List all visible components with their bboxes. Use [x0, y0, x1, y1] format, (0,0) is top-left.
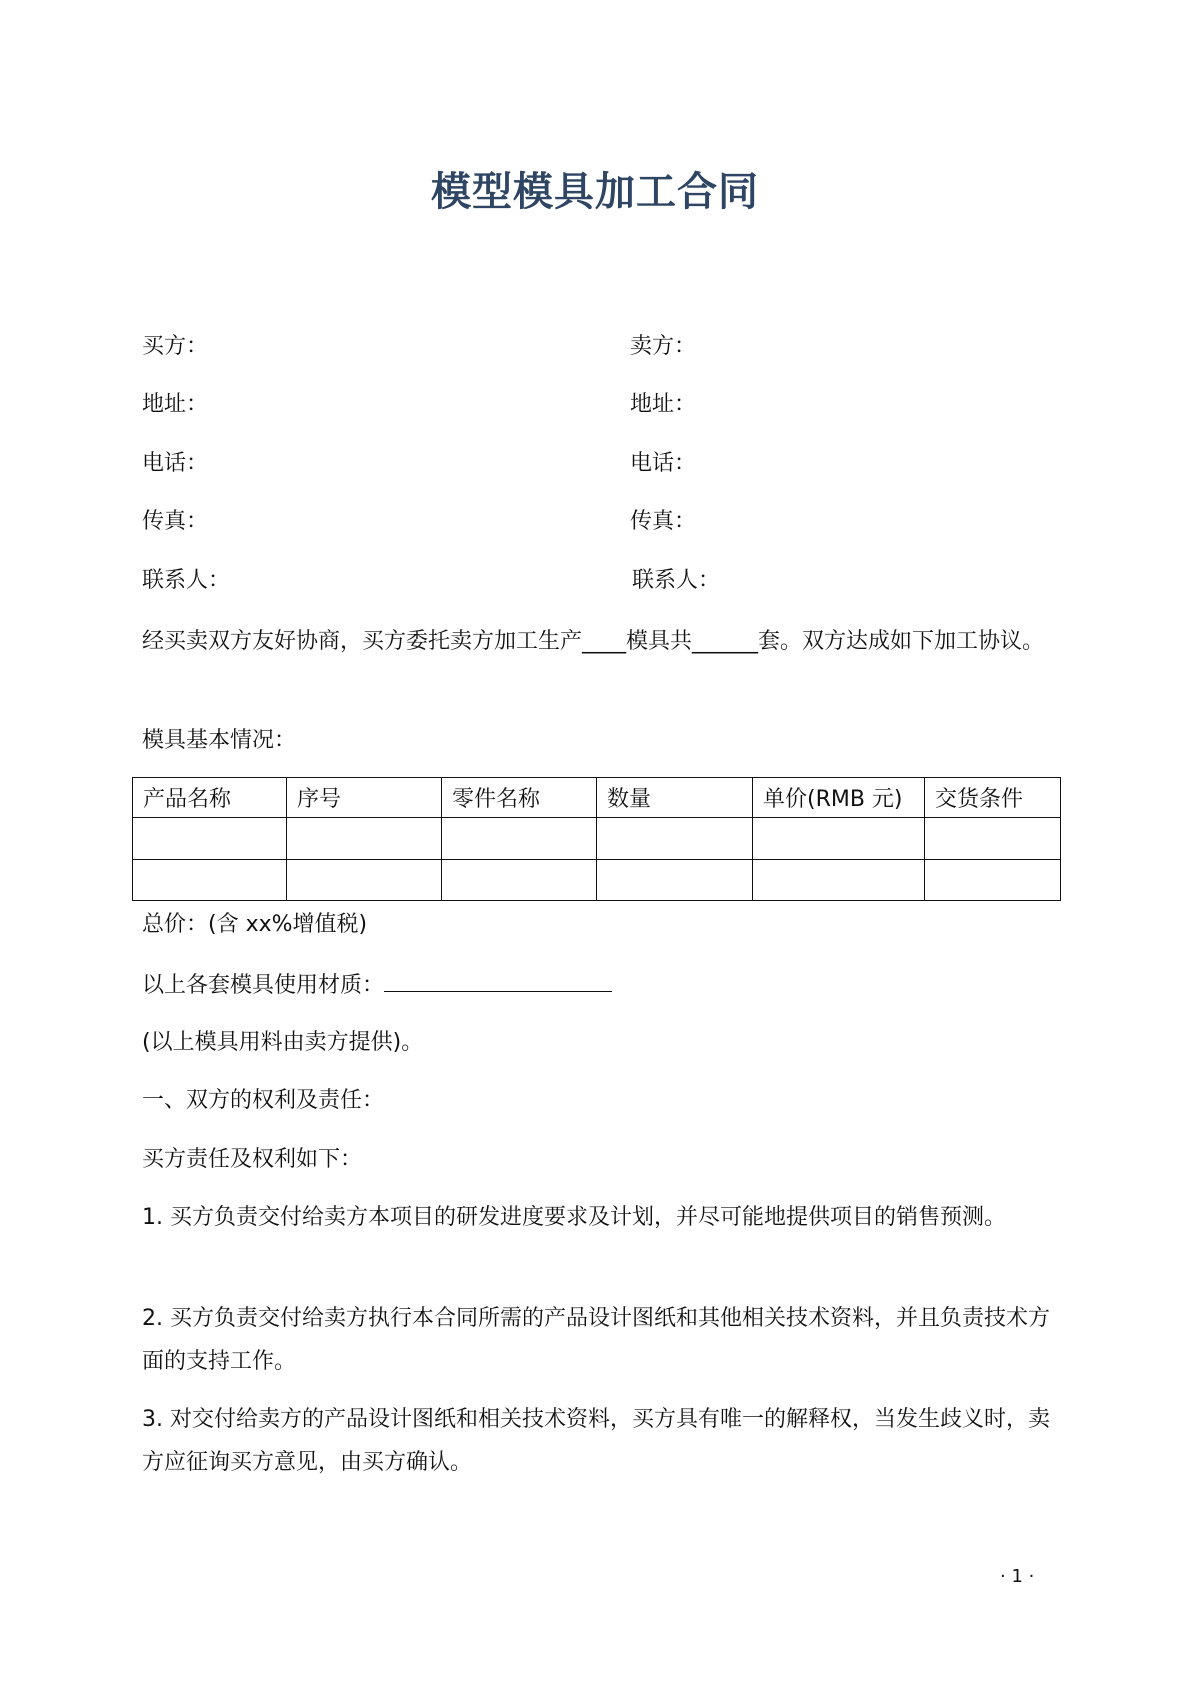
table-row — [133, 860, 1061, 901]
material-label: 以上各套模具使用材质： — [142, 973, 385, 998]
clause-3: 3. 对交付给卖方的产品设计图纸和相关技术资料，买方具有唯一的解释权，当发生歧义时，卖方应征询买方意见，由买方确认。 — [142, 1407, 1050, 1475]
table-row — [133, 818, 1061, 860]
mold-table — [132, 777, 1061, 901]
material-line — [142, 971, 612, 999]
table-cell[interactable] — [753, 818, 925, 860]
buyer-phone-label: 电话： — [142, 451, 209, 476]
header-product-name: 产品名称 — [133, 778, 287, 818]
header-delivery-terms: 交货条件 — [925, 778, 1061, 818]
buyer-fax-label: 传真： — [142, 509, 209, 534]
buyer-name-label: 买方： — [142, 334, 209, 359]
buyer-address-label: 地址： — [142, 392, 209, 417]
page-number: · 1 · — [1000, 1566, 1035, 1587]
seller-name-label: 卖方： — [630, 334, 697, 359]
seller-address-label: 地址： — [630, 392, 697, 417]
quantity-blank: ______ — [692, 629, 759, 654]
table-cell[interactable] — [597, 818, 753, 860]
intro-text-3: 套。双方达成如下加工协议。 — [758, 629, 1045, 654]
table-cell[interactable] — [753, 860, 925, 901]
header-part-name: 零件名称 — [442, 778, 597, 818]
table-cell[interactable] — [287, 818, 442, 860]
table-cell[interactable] — [442, 860, 597, 901]
table-cell[interactable] — [925, 818, 1061, 860]
table-cell[interactable] — [287, 860, 442, 901]
seller-fax-label: 传真： — [630, 509, 697, 534]
table-header-row — [133, 778, 1061, 818]
header-serial-no: 序号 — [287, 778, 442, 818]
intro-paragraph — [142, 620, 1062, 663]
table-cell[interactable] — [925, 860, 1061, 901]
table-cell[interactable] — [133, 860, 287, 901]
buyer-contact-label: 联系人： — [142, 568, 231, 593]
buyer-duties-heading: 买方责任及权利如下： — [142, 1147, 363, 1172]
document-title: 模型模具加工合同 — [431, 169, 759, 215]
intro-text-2: 模具共 — [626, 629, 693, 654]
mold-section-label: 模具基本情况： — [142, 728, 297, 753]
clause-2: 2. 买方负责交付给卖方执行本合同所需的产品设计图纸和其他相关技术资料，并且负责技术方面的支持工作。 — [142, 1306, 1050, 1374]
header-unit-price: 单价(RMB 元) — [753, 778, 925, 818]
total-price-line: 总价：(含 xx%增值税) — [142, 912, 368, 937]
product-blank: ____ — [582, 629, 627, 654]
table-cell[interactable] — [133, 818, 287, 860]
seller-phone-label: 电话： — [630, 451, 697, 476]
material-note: (以上模具用料由卖方提供)。 — [142, 1030, 424, 1055]
section1-heading: 一、双方的权利及责任： — [142, 1088, 385, 1113]
clause-1: 1. 买方负责交付给卖方本项目的研发进度要求及计划，并尽可能地提供项目的销售预测。 — [142, 1205, 1006, 1230]
header-quantity: 数量 — [597, 778, 753, 818]
table-cell[interactable] — [442, 818, 597, 860]
table-cell[interactable] — [597, 860, 753, 901]
seller-contact-label: 联系人： — [632, 568, 721, 593]
intro-text-1: 经买卖双方友好协商，买方委托卖方加工生产 — [142, 629, 583, 654]
material-blank[interactable] — [384, 971, 612, 992]
